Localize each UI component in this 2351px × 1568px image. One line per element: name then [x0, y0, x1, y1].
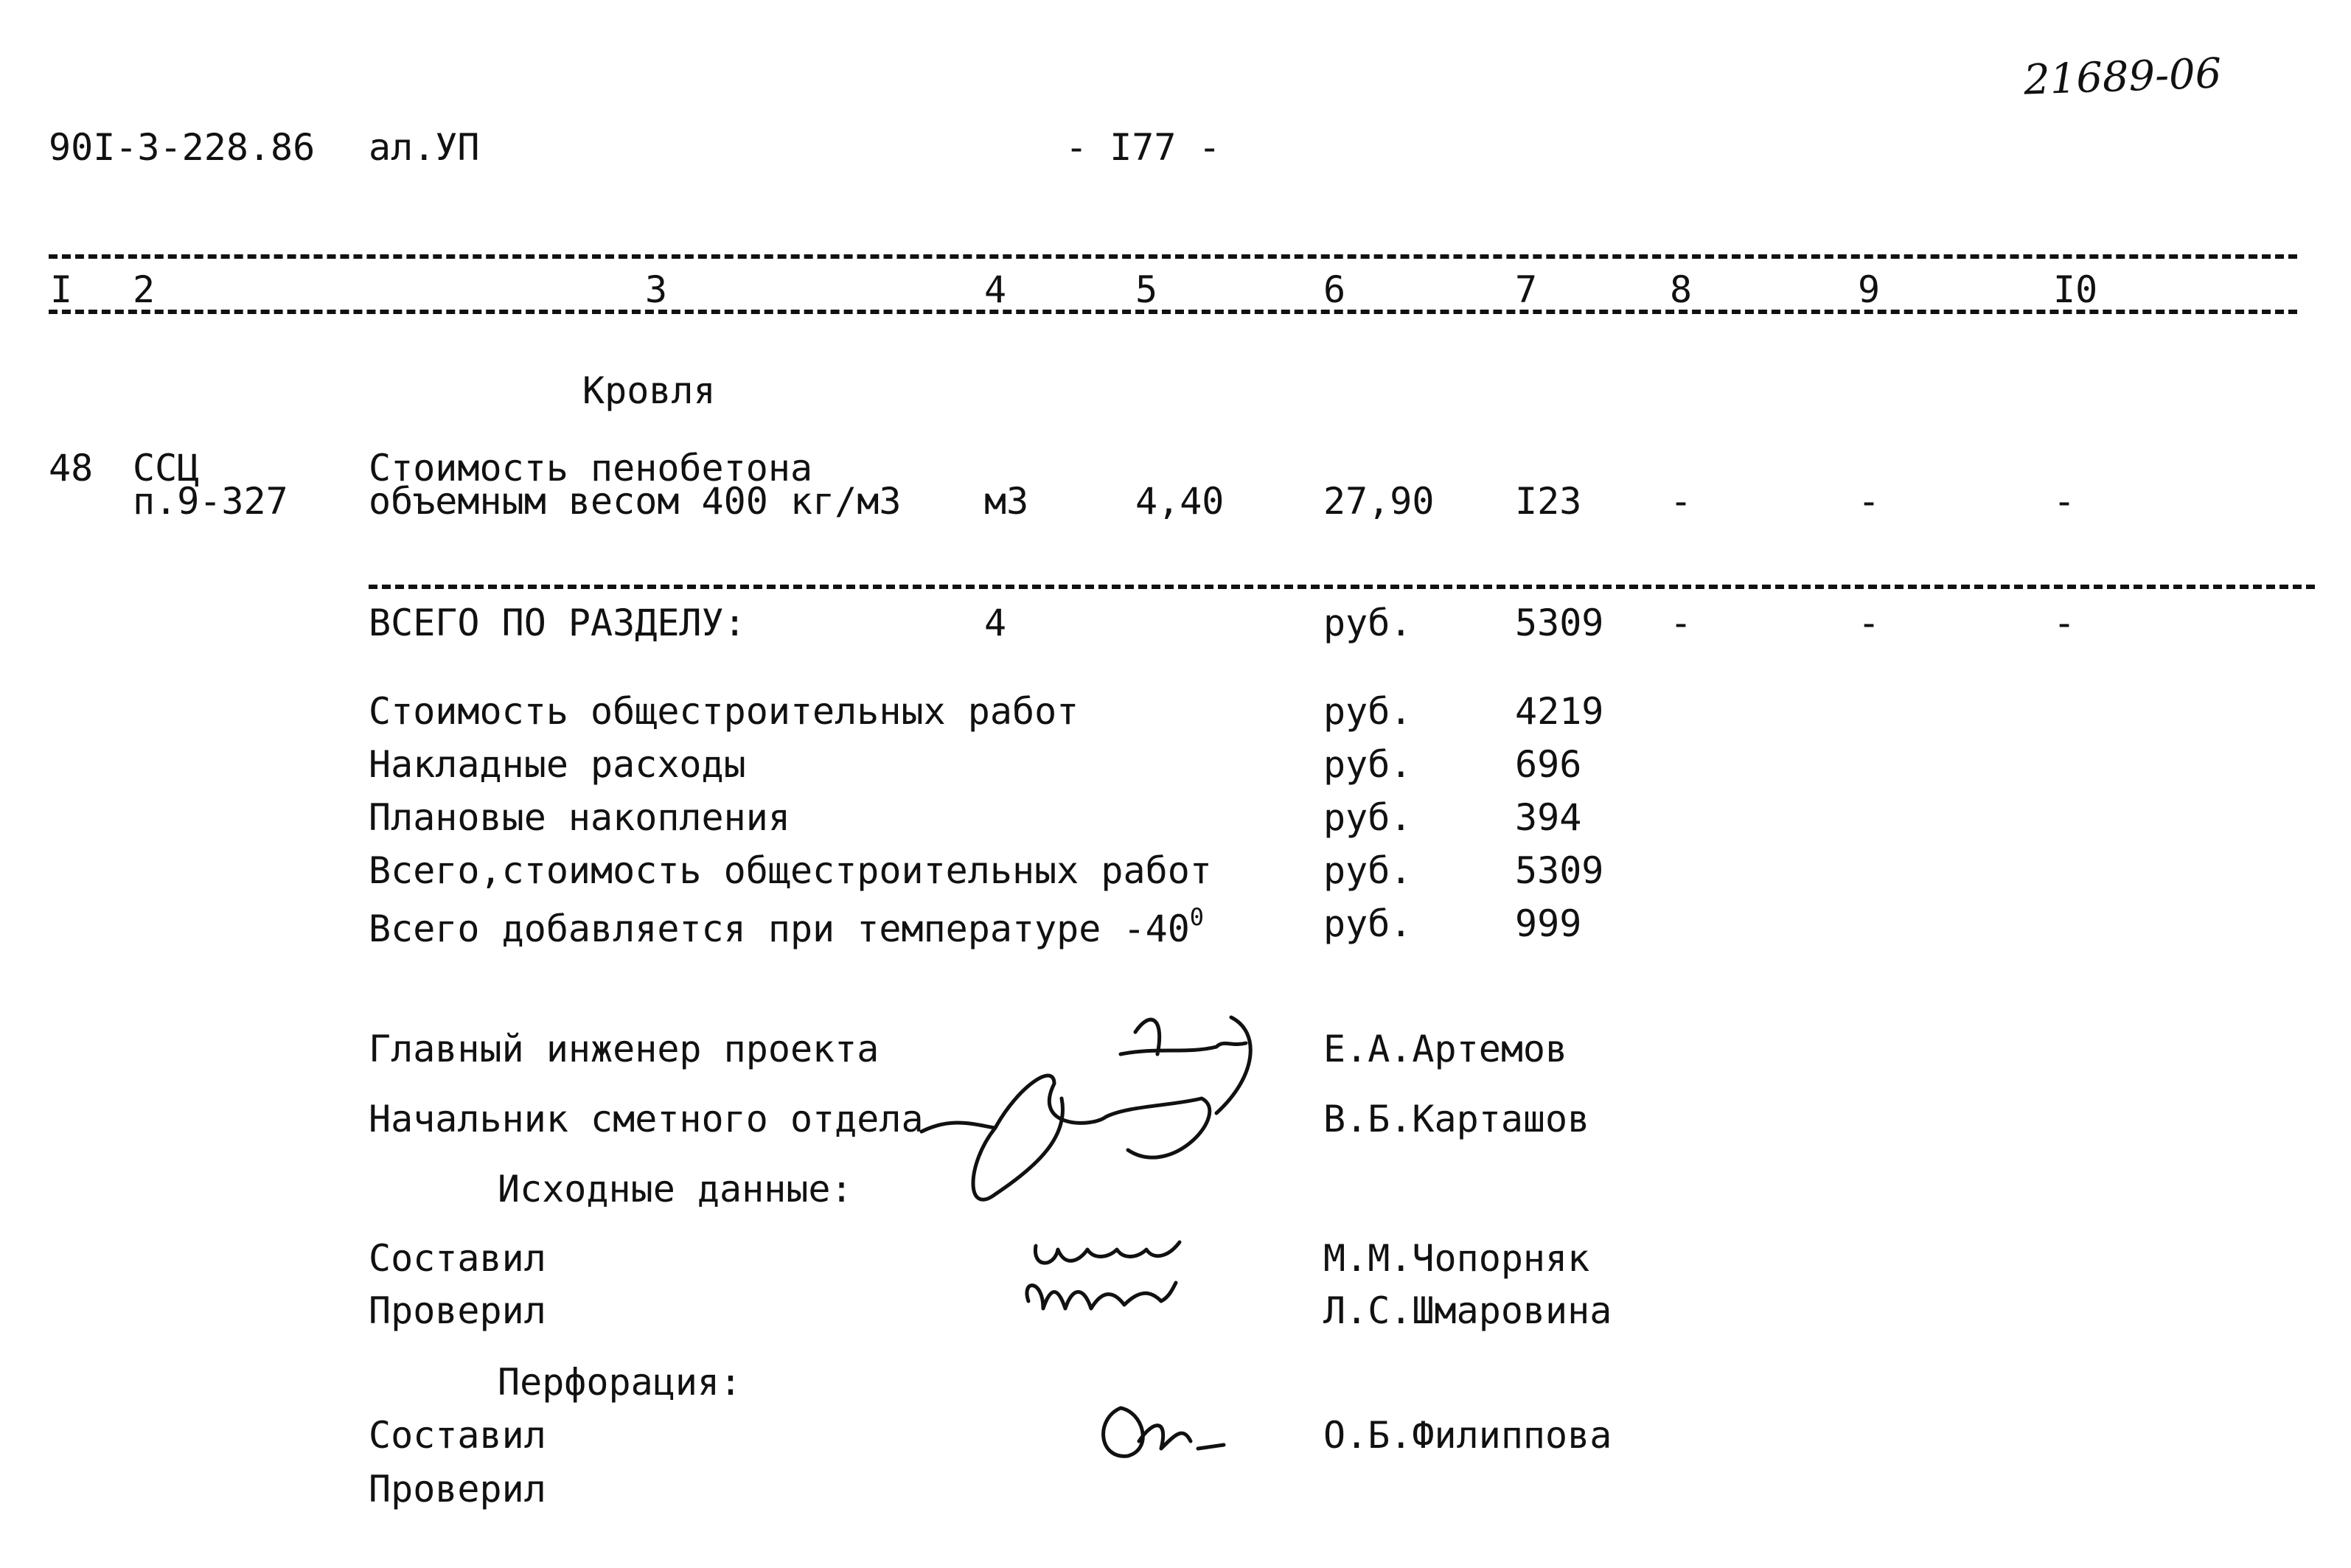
column-number: 9	[1858, 268, 1881, 311]
archive-number: 21689-06	[2022, 49, 2223, 105]
perf-compiled-signature	[1087, 1390, 1235, 1485]
perforation-heading: Перфорация:	[498, 1361, 742, 1404]
row-total: I23	[1515, 480, 1582, 523]
section-total-rule	[369, 585, 2315, 589]
column-number: 5	[1135, 268, 1158, 311]
summary-value: 5309	[1515, 849, 1604, 892]
column-header-bottom-rule	[49, 310, 2297, 314]
summary-value: 4219	[1515, 690, 1604, 733]
section-total-col10: -	[2053, 602, 2076, 644]
album-number: ал.УП	[369, 126, 480, 169]
chief-engineer-name: Е.А.Артемов	[1323, 1028, 1568, 1070]
summary-unit: руб.	[1323, 849, 1413, 892]
column-number: 7	[1515, 268, 1538, 311]
row-col8: -	[1670, 480, 1693, 523]
section-total-number: 4	[984, 602, 1007, 644]
column-number: 2	[133, 268, 156, 311]
section-total-col8: -	[1670, 602, 1693, 644]
summary-unit: руб.	[1323, 902, 1413, 945]
column-number: 6	[1323, 268, 1346, 311]
document-code: 90I-3-228.86	[49, 126, 316, 169]
section-total-unit: руб.	[1323, 602, 1413, 644]
section-total-label: ВСЕГО ПО РАЗДЕЛУ:	[369, 602, 746, 644]
estimate-head-name: В.Б.Карташов	[1323, 1098, 1590, 1140]
summary-label: Всего,стоимость общестроительных работ	[369, 849, 1212, 892]
chief-engineer-role: Главный инженер проекта	[369, 1028, 880, 1070]
row-unit: м3	[984, 480, 1029, 523]
summary-value: 696	[1515, 743, 1582, 786]
row-col9: -	[1858, 480, 1881, 523]
checked-role: Проверил	[369, 1289, 546, 1332]
page-number: - I77 -	[1065, 126, 1221, 169]
source-data-heading: Исходные данные:	[498, 1168, 853, 1210]
perf-checked-role: Проверил	[369, 1468, 546, 1510]
section-total-value: 5309	[1515, 602, 1604, 644]
section-total-col9: -	[1858, 602, 1881, 644]
section-title: Кровля	[582, 369, 716, 412]
degree-sign: 0	[1189, 903, 1205, 931]
column-number: 3	[645, 268, 668, 311]
summary-value: 999	[1515, 902, 1582, 945]
compiled-role: Составил	[369, 1237, 546, 1280]
estimate-head-role: Начальник сметного отдела	[369, 1098, 924, 1140]
summary-value: 394	[1515, 796, 1582, 839]
row-code-line1: ССЦ	[133, 447, 200, 489]
compiled-name: М.М.Чопорняк	[1323, 1237, 1590, 1280]
row-code-line2: п.9-327	[133, 480, 288, 523]
column-number: 4	[984, 268, 1007, 311]
perf-compiled-role: Составил	[369, 1414, 546, 1457]
summary-label-text: Всего добавляется при температуре -40	[369, 907, 1190, 950]
summary-unit: руб.	[1323, 690, 1413, 733]
summary-label: Стоимость общестроительных работ	[369, 690, 1079, 733]
column-header-top-rule	[49, 254, 2297, 259]
estimate-head-signature	[907, 1047, 1261, 1253]
summary-unit: руб.	[1323, 743, 1413, 786]
row-col10: -	[2053, 480, 2076, 523]
perf-compiled-name: О.Б.Филиппова	[1323, 1414, 1612, 1457]
summary-label: Накладные расходы	[369, 743, 746, 786]
column-number: 8	[1670, 268, 1693, 311]
row-quantity: 4,40	[1135, 480, 1225, 523]
summary-label	[369, 903, 1205, 950]
column-number: I	[50, 268, 73, 311]
checked-name: Л.С.Шмаровина	[1323, 1289, 1612, 1332]
row-unit-price: 27,90	[1323, 480, 1435, 523]
row-number: 48	[49, 447, 94, 489]
row-description-line2: объемным весом 400 кг/м3	[369, 480, 902, 523]
column-number: I0	[2053, 268, 2098, 311]
compiled-signature	[1014, 1227, 1205, 1353]
row-description-line1: Стоимость пенобетона	[369, 447, 813, 489]
summary-unit: руб.	[1323, 796, 1413, 839]
summary-label: Плановые накопления	[369, 796, 790, 839]
